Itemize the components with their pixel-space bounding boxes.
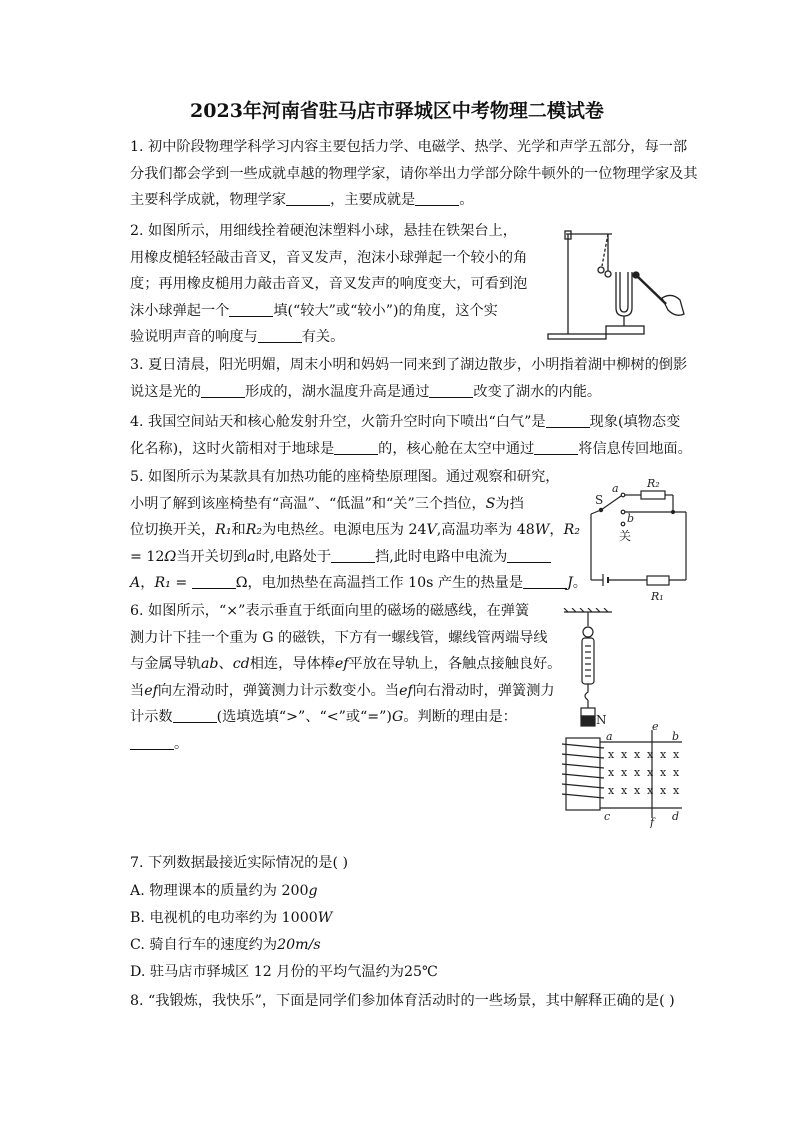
question-3 [130, 352, 687, 405]
q2-line-1: 2. 如图所示，用细线拴着硬泡沫塑料小球，悬挂在铁架台上， [130, 223, 517, 239]
q7-option-c[interactable]: C. 骑自行车的速度约为20m/s [130, 937, 321, 953]
field-mark: x [608, 748, 615, 761]
q6-line-1: 6. 如图所示，“×”表示垂直于纸面向里的磁场的磁感线，在弹簧 [130, 603, 530, 619]
contact-off [621, 522, 625, 526]
string-dashed [602, 234, 608, 266]
solenoid-core [566, 738, 600, 810]
resonance-box [606, 326, 644, 334]
label-c: c [604, 810, 611, 823]
answer-blank[interactable] [546, 411, 590, 428]
q6-line-5: 计示数 (选填选填“>”、“<”或“=”)G。判断的理由是： [130, 704, 561, 731]
q3-line-1: 3. 夏日清晨，阳光明媚，周末小明和妈妈一同来到了湖边散步，小明指着湖中柳树的倒影 [130, 357, 688, 373]
q5-line-3: 位切换开关，R₁和R₂为电热丝。电源电压为 24V,高温功率为 48W，R₂ [130, 522, 580, 538]
q2-line-3: 度；再用橡皮槌用力敲击音叉，音叉发声的响度变大，可看到泡 [130, 276, 528, 292]
field-mark: x [660, 766, 667, 779]
magnetic-field-marks [608, 748, 680, 797]
q4-line-1: 4. 我国空间站天和核心舱发射升空，火箭升空时向下喷出“白气”是 现象(填物态变 [130, 409, 692, 436]
answer-blank[interactable] [201, 381, 245, 398]
q6-line-3: 与金属导轨ab、cd相连，导体棒ef平放在导轨上，各触点接触良好。 [130, 656, 562, 672]
contact-a [621, 493, 625, 497]
answer-blank[interactable] [415, 189, 459, 206]
q7-stem: 7. 下列数据最接近实际情况的是( ) [130, 855, 349, 871]
field-mark: x [647, 766, 654, 779]
answer-blank[interactable] [173, 706, 217, 723]
answer-blank[interactable] [229, 300, 273, 317]
question-4 [130, 409, 692, 462]
field-mark: x [673, 784, 680, 797]
q4-line-2: 化名称)，这时火箭相对于地球是 的，核心舱在太空中通过 将信息传回地面。 [130, 436, 692, 463]
label-d: d [672, 810, 680, 823]
answer-blank[interactable] [258, 326, 302, 343]
label-r1: R₁ [651, 590, 664, 603]
q2-line-2: 用橡皮槌轻轻敲击音叉，音叉发声，泡沫小球弹起一个较小的角 [130, 249, 528, 266]
label-b: b [627, 512, 635, 525]
field-mark: x [660, 784, 667, 797]
q6-line-6: 。 [130, 731, 561, 758]
field-mark: x [634, 784, 641, 797]
q7-option-a[interactable]: A. 物理课本的质量约为 200g [130, 883, 318, 899]
q6-line-4: 当ef向左滑动时，弹簧测力计示数变小。当ef向右滑动时，弹簧测力 [130, 682, 555, 699]
q6-line-2: 测力计下挂一个重为 G 的磁铁，下方有一螺线管，螺线管两端导线 [130, 629, 548, 646]
label-n: N [596, 713, 607, 727]
spring-scale-body [582, 638, 594, 684]
question-2 [130, 218, 527, 351]
hook [585, 684, 588, 700]
label-a: a [612, 482, 619, 495]
label-off: 关 [619, 529, 632, 543]
foam-ball-displaced [598, 267, 604, 273]
field-mark: x [621, 748, 628, 761]
field-mark: x [621, 766, 628, 779]
field-mark: x [621, 784, 628, 797]
q5-line-2: 小明了解到该座椅垫有“高温”、“低温”和“关”三个挡位，S为挡 [130, 495, 524, 512]
answer-blank[interactable] [286, 189, 330, 206]
label-s: S [595, 493, 604, 507]
label-e: e [652, 720, 659, 733]
switch-s [601, 496, 621, 510]
q1-line-3: 主要科学成就，物理学家 ，主要成就是 。 [130, 187, 698, 214]
question-6 [130, 598, 561, 757]
stand-base [548, 334, 606, 339]
q5-line-4: = 12Ω当开关切到a时,电路处于 挡,此时电路中电流为 [130, 544, 587, 571]
circuit-figure [585, 474, 695, 604]
label-b: b [672, 730, 680, 743]
q1-line-2: 分我们都会学到一些成就卓越的物理学家，请你举出力学部分除牛顿外的一位物理学家及其 [130, 165, 698, 182]
question-1 [130, 134, 698, 214]
field-mark: x [673, 766, 680, 779]
answer-blank[interactable] [331, 546, 375, 563]
tuning-fork-prongs [616, 272, 632, 316]
q5-line-1: 5. 如图所示为某款具有加热功能的座椅垫原理图。通过观察和研究， [130, 469, 560, 485]
answer-blank[interactable] [534, 438, 578, 455]
page-title: 2023年河南省驻马店市驿城区中考物理二模试卷 [190, 100, 604, 122]
magnetic-field-figure [560, 608, 695, 828]
contact-b [621, 510, 625, 514]
resistor-r2 [641, 491, 665, 499]
q3-line-2: 说这是光的 形成的，湖水温度升高是通过 改变了湖水的内能。 [130, 379, 687, 406]
question-5 [130, 464, 587, 597]
field-mark: x [647, 784, 654, 797]
magnet-bottom [581, 716, 595, 726]
answer-blank[interactable] [192, 572, 236, 589]
q8-stem: 8. “我锻炼，我快乐”，下面是同学们参加体育活动时的一些场景，其中解释正确的是( ) [130, 993, 675, 1009]
q5-line-5: A，R₁ = Ω，电加热垫在高温挡工作 10s 产生的热量是 J。 [130, 570, 587, 597]
hand [662, 295, 684, 315]
resistor-r1 [647, 576, 669, 585]
spring-scale-ring [583, 627, 593, 637]
q1-line-1: 1. 初中阶段物理学科学习内容主要包括力学、电磁学、热学、光学和声学五部分，每一部 [130, 139, 688, 155]
foam-ball [605, 271, 611, 277]
field-mark: x [634, 748, 641, 761]
answer-blank[interactable] [130, 733, 174, 750]
field-mark: x [608, 766, 615, 779]
q7-option-b[interactable]: B. 电视机的电功率约为 1000W [130, 910, 333, 926]
answer-blank[interactable] [507, 546, 551, 563]
q7-option-d[interactable]: D. 驻马店市驿城区 12 月份的平均气温约为25℃ [130, 964, 438, 980]
answer-blank[interactable] [429, 381, 473, 398]
q2-line-5: 验说明声音的响度与 有关。 [130, 324, 527, 351]
label-a: a [606, 730, 613, 743]
field-mark: x [647, 748, 654, 761]
answer-blank[interactable] [523, 572, 567, 589]
tuning-fork-figure [540, 226, 690, 346]
solenoid-coil [562, 744, 604, 798]
label-f: f [650, 816, 655, 828]
field-mark: x [673, 748, 680, 761]
field-mark: x [660, 748, 667, 761]
field-mark: x [608, 784, 615, 797]
q2-line-4: 沫小球弹起一个 填(“较大”或“较小”)的角度，这个实 [130, 298, 527, 325]
rubber-mallet [637, 276, 666, 304]
answer-blank[interactable] [334, 438, 378, 455]
label-r2: R₂ [647, 477, 660, 490]
field-mark: x [634, 766, 641, 779]
magnet-top [581, 708, 595, 716]
